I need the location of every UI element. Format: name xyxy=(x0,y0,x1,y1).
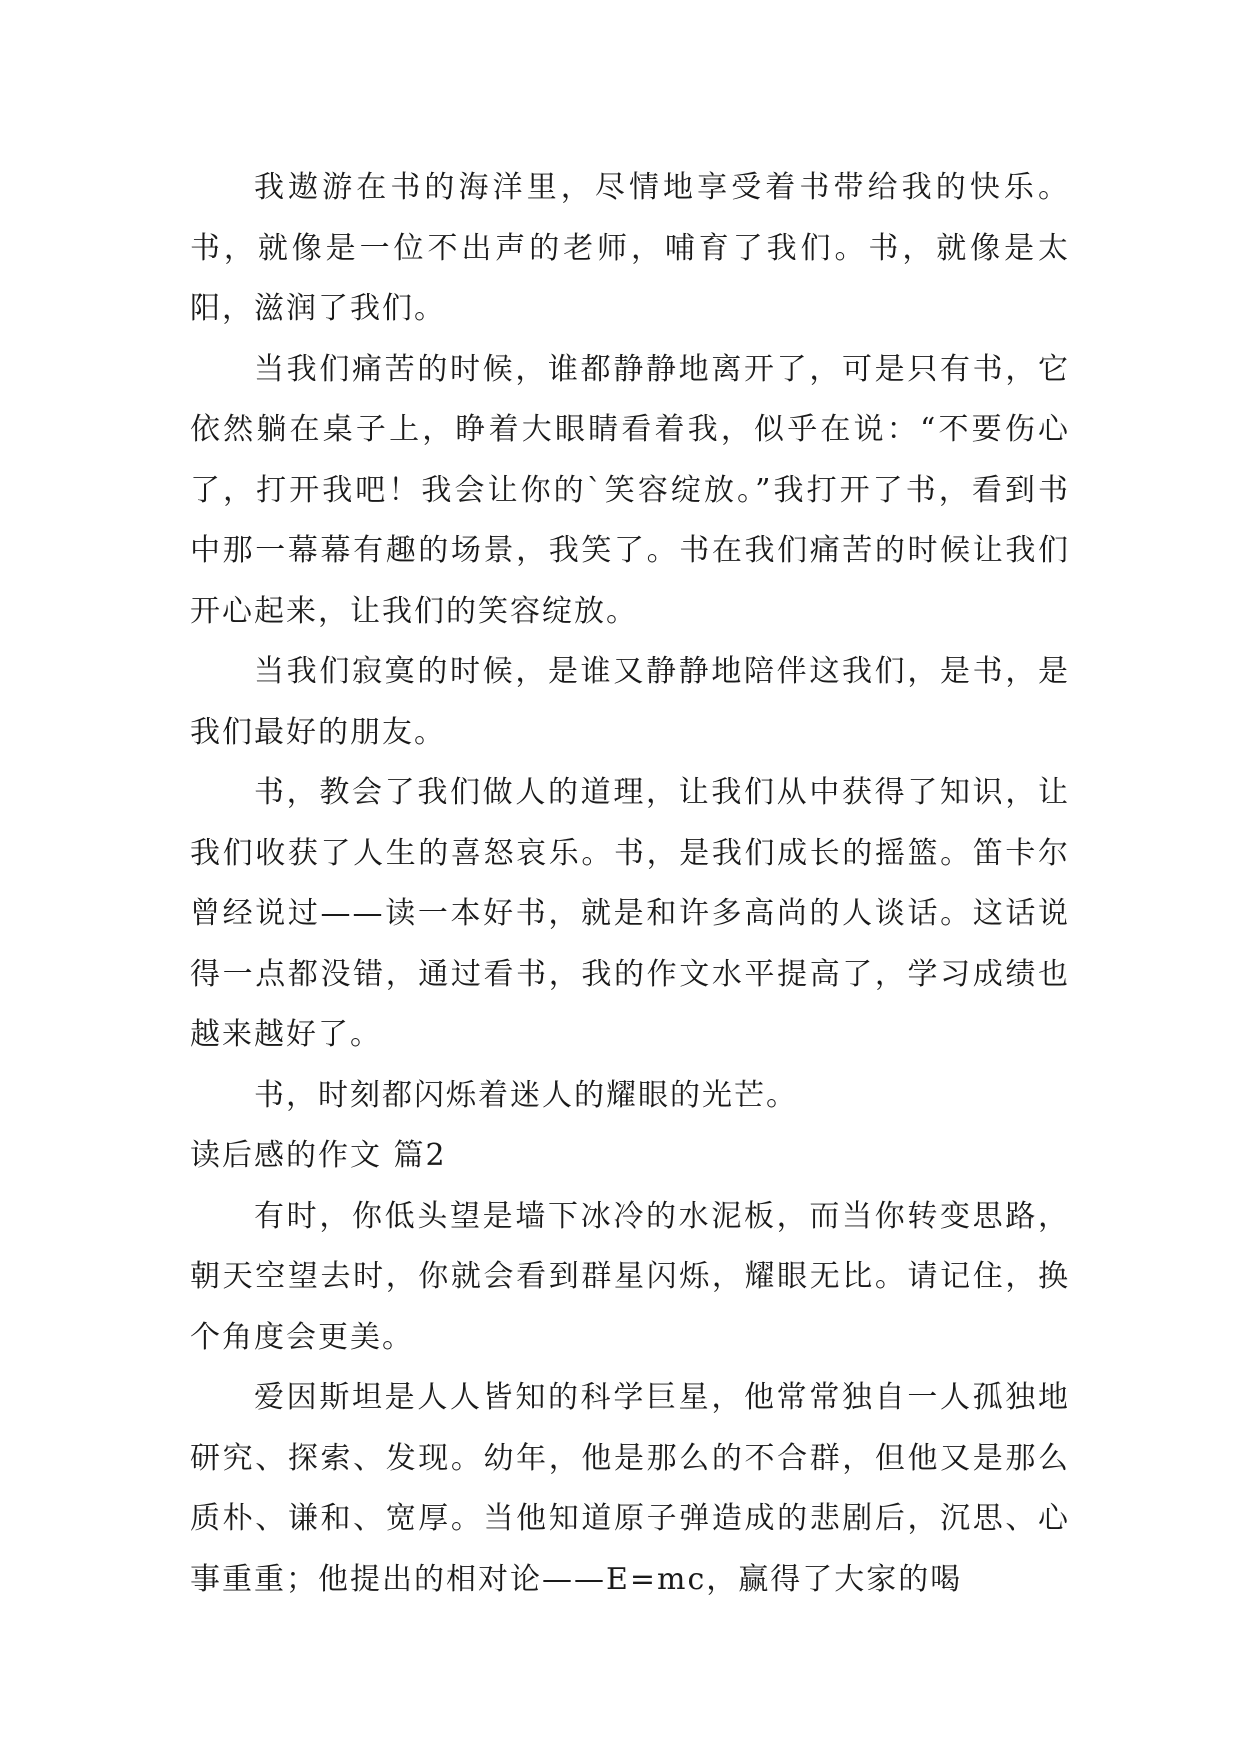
paragraph: 当我们寂寞的时候，是谁又静静地陪伴这我们，是书，是我们最好的朋友。 xyxy=(190,654,1070,750)
paragraph: 有时，你低头望是墙下冰冷的水泥板，而当你转变思路，朝天空望去时，你就会看到群星闪烁，耀眼无比。请记住，换个角度会更美。 xyxy=(190,1198,1070,1355)
document-page xyxy=(190,158,1070,1610)
paragraph: 当我们痛苦的时候，谁都静静地离开了，可是只有书，它依然躺在桌子上，睁着大眼睛看着我，似乎在说：“不要伤心了，打开我吧！我会让你的`笑容绽放。”我打开了书，看到书中那一幕幕有趣的场景，我笑了。书在我们痛苦的时候让我们开心起来，让我们的笑容绽放。 xyxy=(190,351,1070,629)
paragraph: 我遨游在书的海洋里，尽情地享受着书带给我的快乐。书，就像是一位不出声的老师，哺育了我们。书，就像是太阳，滋润了我们。 xyxy=(190,170,1070,326)
paragraph: 书，时刻都闪烁着迷人的耀眼的光芒。 xyxy=(254,1077,798,1113)
paragraph: 书，教会了我们做人的道理，让我们从中获得了知识，让我们收获了人生的喜怒哀乐。书，是我们成长的摇篮。笛卡尔曾经说过——读一本好书，就是和许多高尚的人谈话。这话说得一点都没错，通过看书，我的作文水平提高了，学习成绩也越来越好了。 xyxy=(190,775,1070,1052)
paragraph: 爱因斯坦是人人皆知的科学巨星，他常常独自一人孤独地研究、探索、发现。幼年，他是那么的不合群，但他又是那么质朴、谦和、宽厚。当他知道原子弹造成的悲剧后，沉思、心事重重；他提出的相对论——E=mc，赢得了大家的喝 xyxy=(190,1380,1070,1597)
section-heading: 读后感的作文 篇2 xyxy=(190,1138,447,1173)
